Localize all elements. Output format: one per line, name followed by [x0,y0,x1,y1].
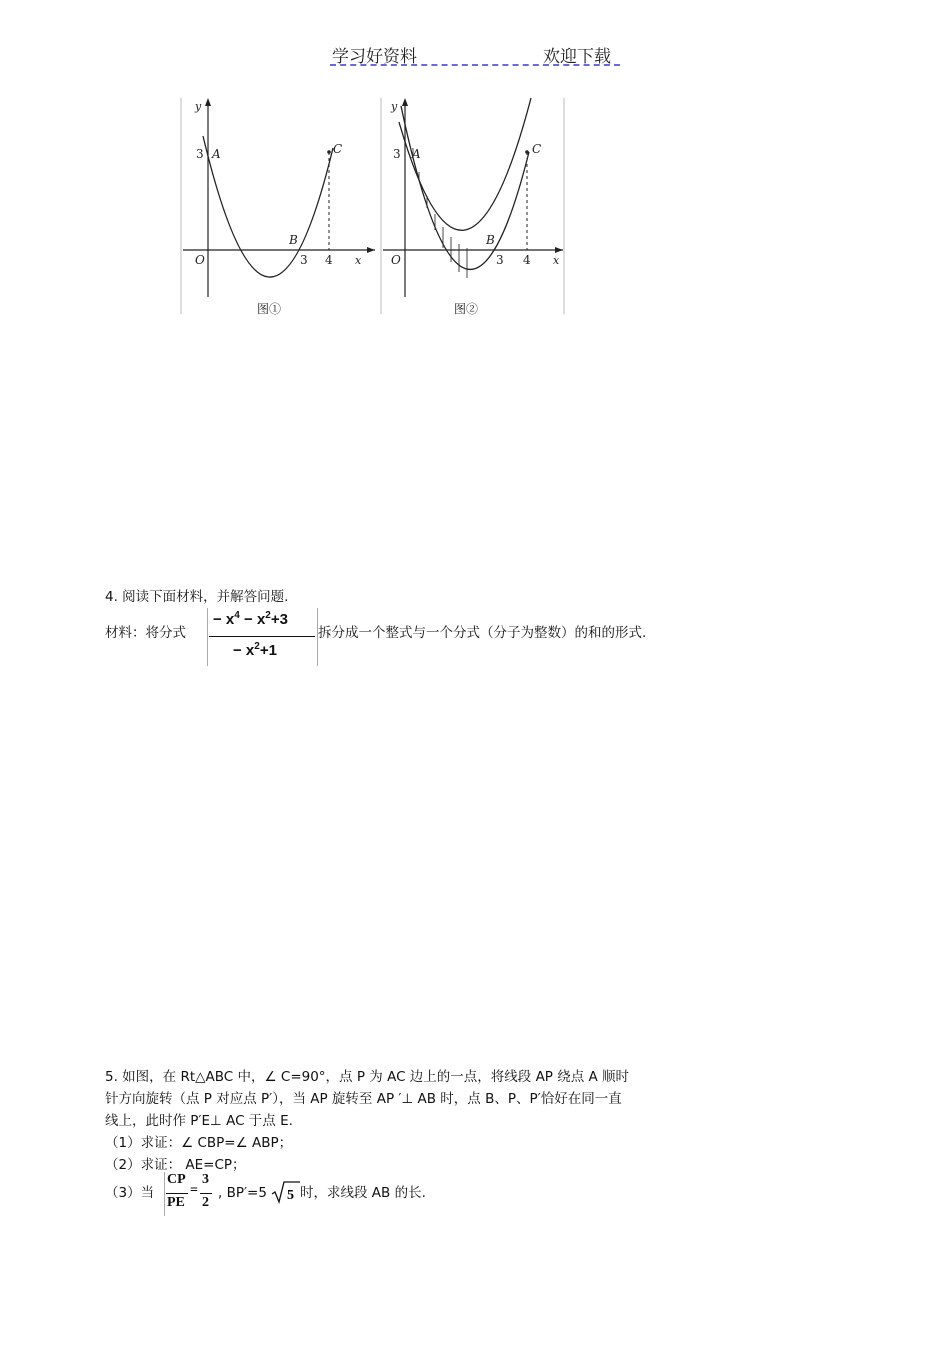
label-A: A [212,147,221,161]
label-C: C [532,142,542,156]
parabola-curve-upper [399,98,531,230]
label-y3: 3 [196,147,204,161]
parabola-curve-lower [401,106,529,269]
figure-1-parabola [175,92,375,320]
label-x3: 3 [496,253,504,267]
q5-part-3-prefix: （3）当 [105,1185,155,1201]
label-B: B [486,233,495,247]
q4-numerator: − $x^4 - x^2+3$ [213,610,288,628]
q5-part-1: （1）求证：∠ CBP=∠ ABP； [105,1135,293,1151]
sqrt-arg: 5 [287,1188,294,1203]
label-y: y [391,100,398,113]
q5-part-2: （2）求证： AE=CP； [105,1157,246,1173]
parabola-curve [203,136,333,277]
caption: 图① [257,302,282,316]
label-y3: 3 [393,147,401,161]
label-x: x [355,254,362,267]
label-B: B [289,233,298,247]
q4-material-prefix: 材料：将分式 [105,625,186,641]
q4-title: 4. 阅读下面材料，并解答问题. [105,589,289,605]
q4-fraction [207,608,319,666]
q5-part-3-mid: , BP′=5 [218,1185,267,1201]
label-C: C [333,142,343,156]
figure-2-parabola [375,92,575,320]
label-x4: 4 [523,253,531,267]
q5-line-3: 线上，此时作 P′E⊥ AC 于点 E. [105,1113,293,1129]
label-x4: 4 [325,253,333,267]
caption: 图② [454,302,479,316]
header-left: 学习好资料 [332,47,417,67]
header-right: 欢迎下载 [543,47,611,67]
q5-part-3-suffix: 时，求线段 AB 的长. [300,1185,426,1201]
label-x: x [553,254,560,267]
label-x3: 3 [300,253,308,267]
label-A: A [412,147,421,161]
q5-ratio-fraction: CP PE = 3 2 [164,1172,216,1216]
q4-material-suffix: 拆分成一个整式与一个分式（分子为整数）的和的形式. [318,625,647,641]
q4-denominator: − $x^2+1$ [233,641,277,659]
hatched-region [413,148,467,278]
header-dashed-underline [330,64,620,66]
q5-line-1: 5. 如图，在 Rt△ABC 中，∠ C=90°，点 P 为 AC 边上的一点，将线段 AP 绕点 A 顺时 [105,1069,630,1085]
label-origin: O [391,253,401,267]
sqrt-symbol [271,1180,301,1204]
q5-line-2: 针方向旋转（点 P 对应点 P′），当 AP 旋转至 AP ′⊥ AB 时，点 B、P、P′恰好在同一直 [105,1091,622,1107]
label-origin: O [195,253,205,267]
label-y: y [195,100,202,113]
